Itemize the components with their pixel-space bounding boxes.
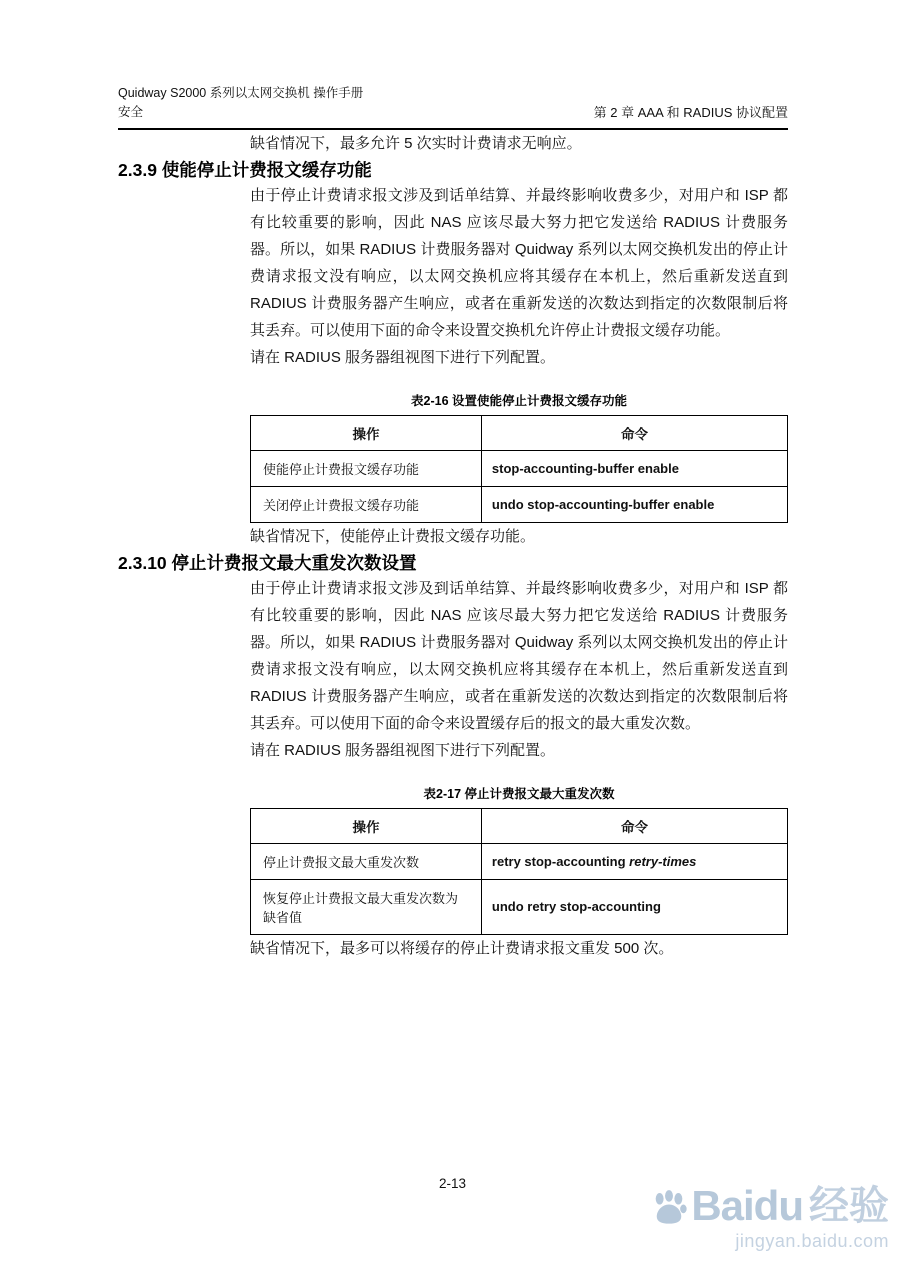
- command-argument: retry-times: [629, 853, 697, 869]
- table-2-16-caption: 表2-16 设置使能停止计费报文缓存功能: [411, 393, 627, 408]
- table-row: [251, 843, 788, 879]
- column-header-operation: 操作: [251, 415, 482, 450]
- baidu-watermark-url: jingyan.baidu.com: [735, 1231, 889, 1251]
- header-section-label: 安全: [118, 105, 144, 120]
- column-header-command: 命令: [481, 808, 787, 843]
- operation-cell: 关闭停止计费报文缓存功能: [251, 486, 482, 522]
- command-cell: [481, 879, 787, 934]
- intro-paragraph: 缺省情况下，最多允许 5 次实时计费请求无响应。: [250, 134, 582, 152]
- operation-cell: 使能停止计费报文缓存功能: [251, 450, 482, 486]
- baidu-brand-suffix: 经验: [809, 1184, 889, 1228]
- command-cell: [481, 486, 787, 522]
- header-left: [118, 84, 363, 123]
- section-239-paragraph: 由于停止计费请求报文涉及到话单结算、并最终影响收费多少，对用户和 ISP 都有比较重要的影响，因此 NAS 应该尽最大努力把它发送给 RADIUS 计费服务器。所以，如果 RADIUS 计费服务器对 Quidway 系列以太网交换机发出的停止计费请求报文没有响应，以太网交换机应将其缓存在本机上，然后重新发送直到 RADIUS 计费服务器产生响应，或者在重新发送的次数达到指定的次数限制后将其丢弃。可以使用下面的命令来设置交换机允许停止计费报文缓存功能。: [250, 186, 788, 339]
- table-2-16: [250, 415, 788, 523]
- column-header-operation: 操作: [251, 808, 482, 843]
- table-row: [251, 486, 788, 522]
- table-2-17-caption: 表2-17 停止计费报文最大重发次数: [423, 786, 615, 801]
- table-row: [251, 879, 788, 934]
- command-text: retry stop-accounting: [491, 853, 630, 869]
- table-header-row: [251, 415, 788, 450]
- command-text: stop-accounting-buffer enable: [491, 460, 679, 476]
- section-239-default-note: 缺省情况下，使能停止计费报文缓存功能。: [250, 527, 536, 545]
- command-cell: [481, 450, 787, 486]
- header-chapter-title: 第 2 章 AAA 和 RADIUS 协议配置: [593, 104, 788, 120]
- baidu-brand-text: Baidu: [691, 1182, 803, 1229]
- page-content: [118, 84, 788, 962]
- header-manual-title: Quidway S2000 系列以太网交换机 操作手册: [118, 86, 364, 100]
- section-heading-2310: 2.3.10 停止计费报文最大重发次数设置: [118, 552, 417, 573]
- operation-cell: 停止计费报文最大重发次数: [251, 843, 482, 879]
- section-2310-default-note: 缺省情况下，最多可以将缓存的停止计费请求报文重发 500 次。: [250, 939, 674, 957]
- column-header-command: 命令: [481, 415, 787, 450]
- command-text: undo retry stop-accounting: [491, 899, 661, 915]
- command-text: undo stop-accounting-buffer enable: [491, 496, 715, 512]
- table-2-17: [250, 808, 788, 935]
- section-239-config-note: 请在 RADIUS 服务器组视图下进行下列配置。: [250, 348, 556, 366]
- baidu-paw-icon: [651, 1188, 687, 1224]
- operation-cell: 恢复停止计费报文最大重发次数为缺省值: [251, 879, 482, 934]
- section-heading-239: 2.3.9 使能停止计费报文缓存功能: [118, 159, 372, 180]
- page-header: [118, 84, 788, 130]
- page-number: 2-13: [438, 1176, 467, 1191]
- section-2310-config-note: 请在 RADIUS 服务器组视图下进行下列配置。: [250, 741, 556, 759]
- baidu-watermark: [651, 1182, 889, 1252]
- section-2310-paragraph: 由于停止计费请求报文涉及到话单结算、并最终影响收费多少，对用户和 ISP 都有比较重要的影响，因此 NAS 应该尽最大努力把它发送给 RADIUS 计费服务器。所以，如果 RADIUS 计费服务器对 Quidway 系列以太网交换机发出的停止计费请求报文没有响应，以太网交换机应将其缓存在本机上，然后重新发送直到 RADIUS 计费服务器产生响应，或者在重新发送的次数达到指定的次数限制后将其丢弃。可以使用下面的命令来设置缓存后的报文的最大重发次数。: [250, 579, 788, 732]
- command-cell: [481, 843, 787, 879]
- table-row: [251, 450, 788, 486]
- table-header-row: [251, 808, 788, 843]
- baidu-brand-row: [651, 1182, 889, 1229]
